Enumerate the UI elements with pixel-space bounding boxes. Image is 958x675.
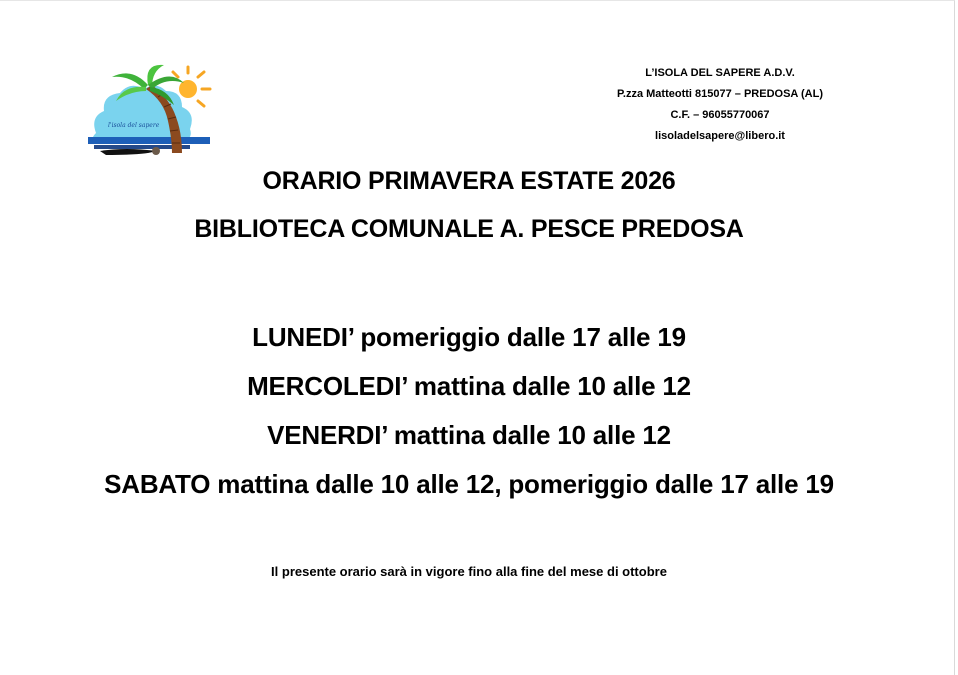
logo-caption: l'isola del sapere xyxy=(108,122,160,129)
logo-isola-del-sapere xyxy=(86,61,216,165)
org-fiscal-code: C.F. – 96055770067 xyxy=(670,109,770,121)
page-title: ORARIO PRIMAVERA ESTATE 2026 xyxy=(262,167,676,195)
organization-header xyxy=(560,63,880,147)
library-name: BIBLIOTECA COMUNALE A. PESCE PREDOSA xyxy=(194,215,744,243)
opening-hours-list xyxy=(0,319,938,515)
schedule-line-saturday: SABATO mattina dalle 10 alle 12, pomeriggio dalle 17 alle 19 xyxy=(104,469,834,499)
schedule-line-friday: VENERDI’ mattina dalle 10 alle 12 xyxy=(267,420,671,450)
org-email: lisoladelsapere@libero.it xyxy=(655,130,785,142)
schedule-line-wednesday: MERCOLEDI’ mattina dalle 10 alle 12 xyxy=(247,371,691,401)
schedule-line-monday: LUNEDI’ pomeriggio dalle 17 alle 19 xyxy=(252,322,686,352)
validity-note: Il presente orario sarà in vigore fino alla fine del mese di ottobre xyxy=(271,564,667,579)
org-address: P.zza Matteotti 815077 – PREDOSA (AL) xyxy=(616,88,823,100)
org-name: L’ISOLA DEL SAPERE A.D.V. xyxy=(645,67,795,79)
palm-island-logo-icon xyxy=(86,61,216,165)
